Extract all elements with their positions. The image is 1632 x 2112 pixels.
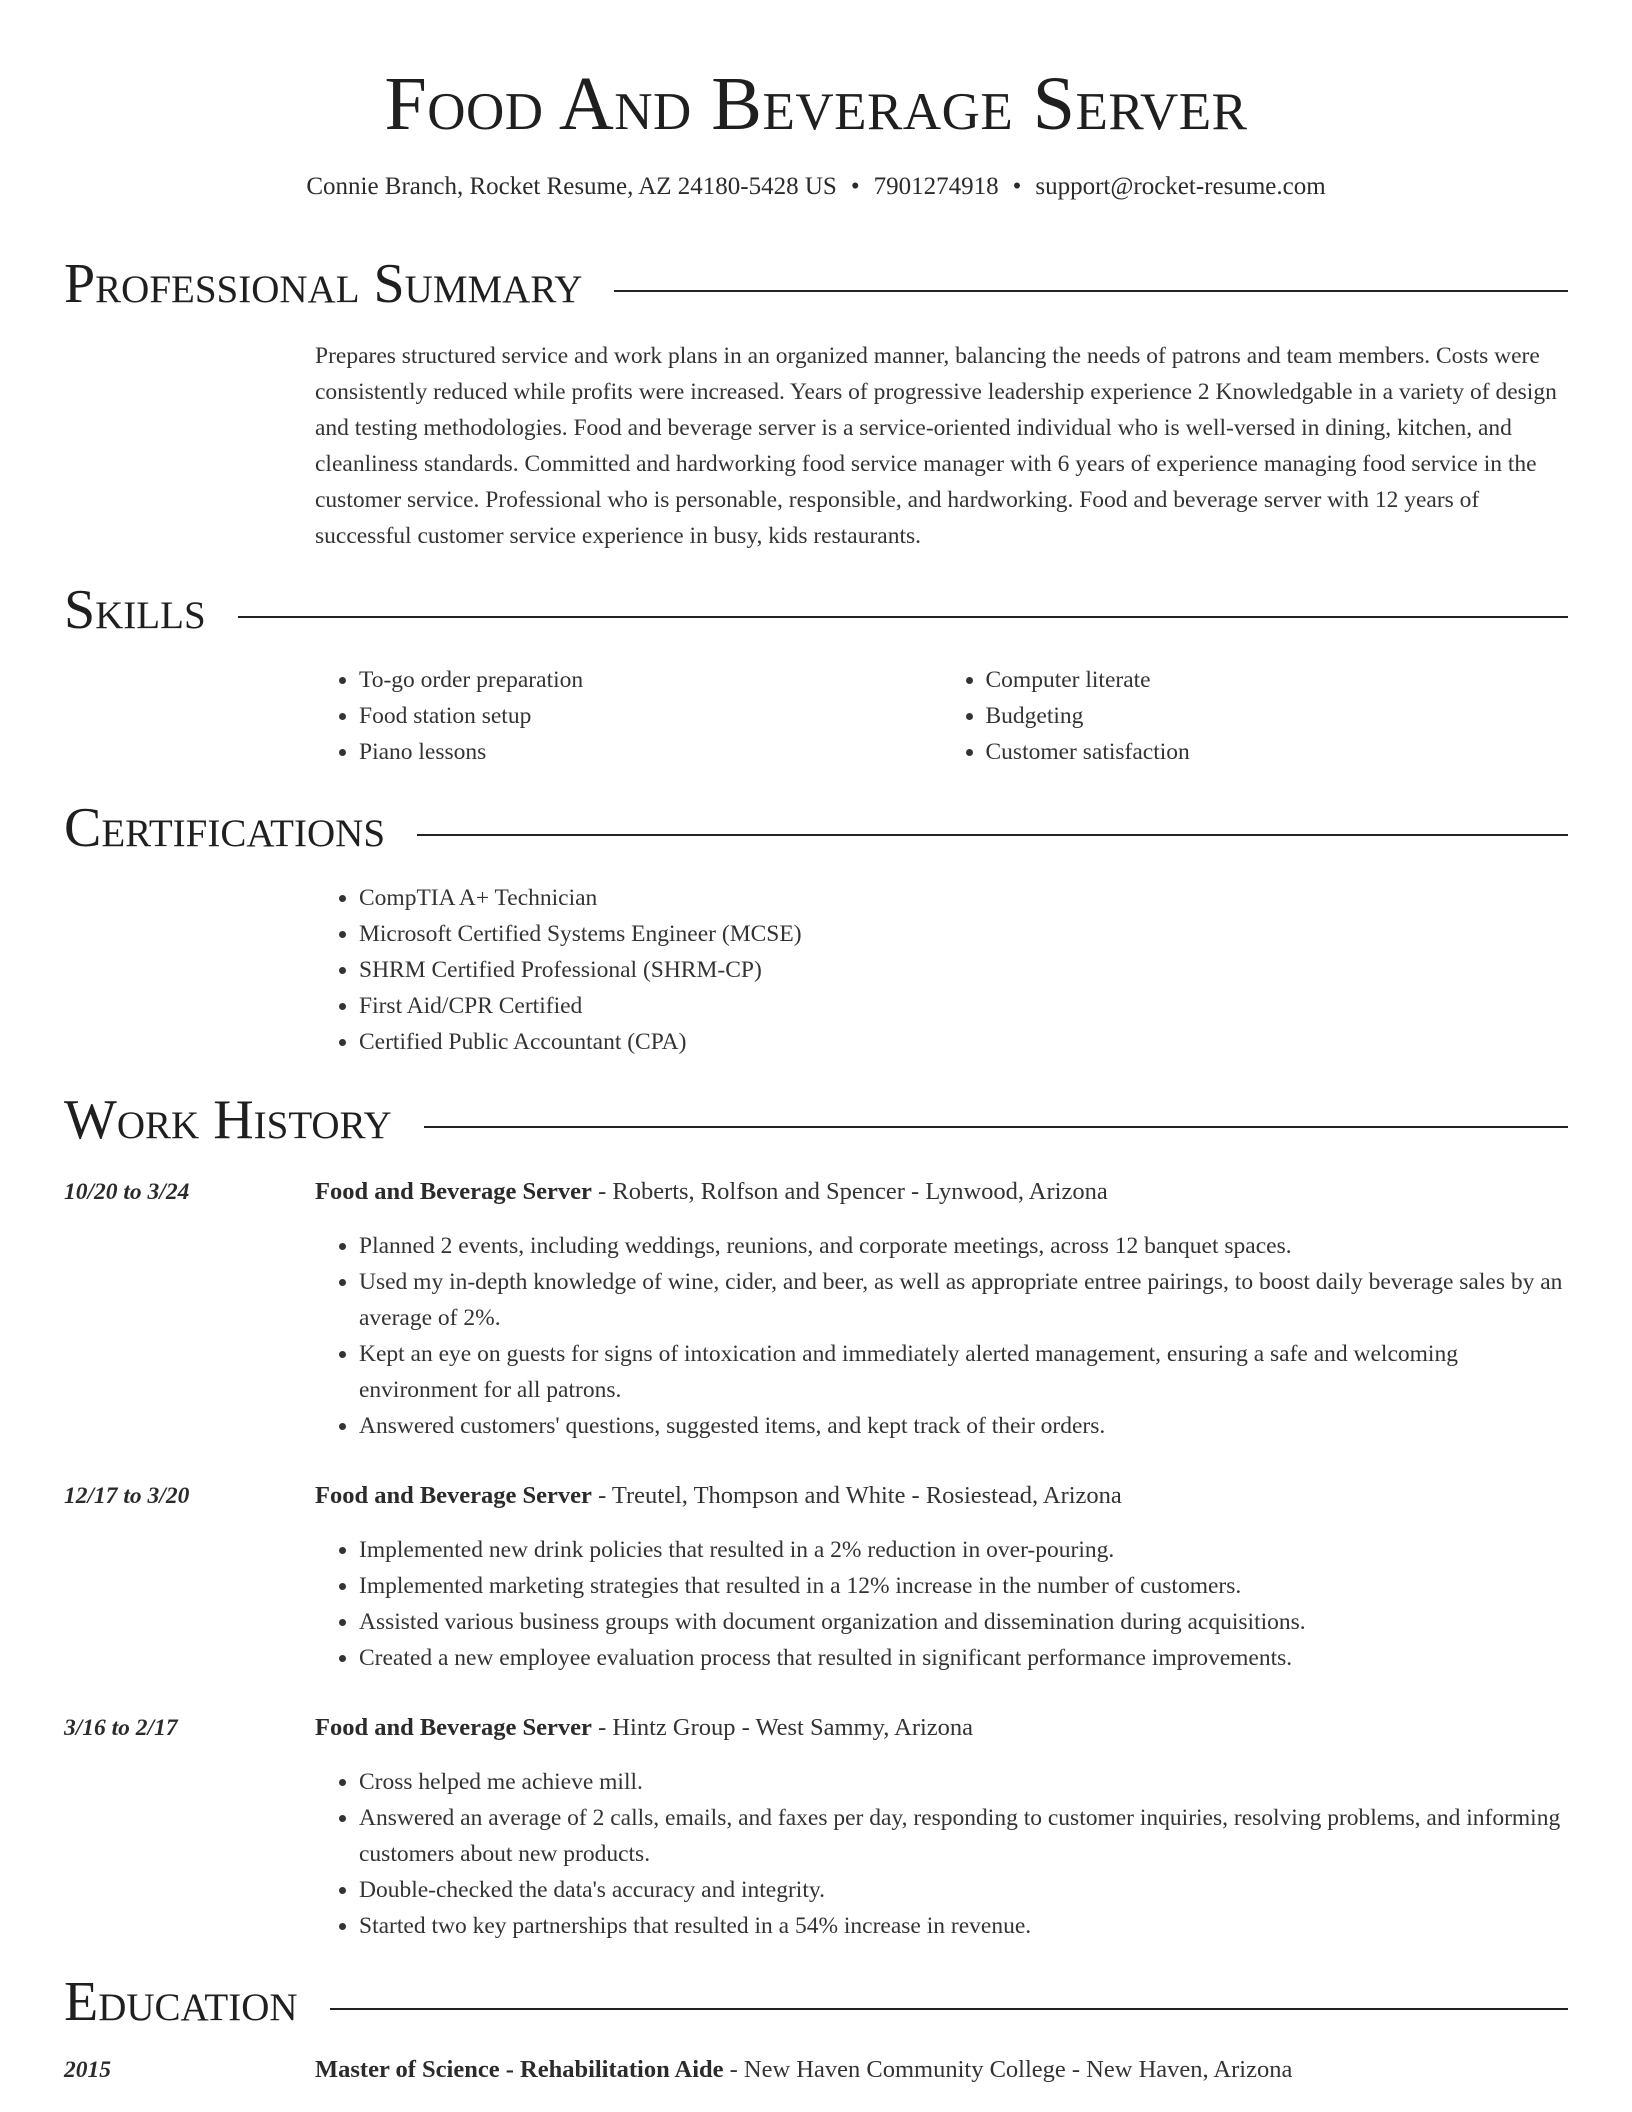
section-divider bbox=[64, 616, 1568, 618]
job-bullet: • Created a new employee evaluation process that resulted in significant performance improvements. bbox=[359, 1640, 1568, 1676]
job-bullet: • Assisted various business groups with document organization and dissemination during acquisitions. bbox=[359, 1604, 1568, 1640]
job-bullets bbox=[315, 1532, 1568, 1676]
skills-grid bbox=[315, 662, 1568, 770]
job-bullet: • Planned 2 events, including weddings, reunions, and corporate meetings, across 12 banquet spaces. bbox=[359, 1228, 1568, 1264]
education-year: 2015 bbox=[64, 2057, 111, 2083]
job-entry bbox=[64, 1174, 1568, 1444]
job-dates: 12/17 to 3/20 bbox=[64, 1483, 190, 1509]
certifications-heading: Certifications bbox=[64, 796, 417, 860]
education-section bbox=[64, 1970, 1568, 2088]
section-header bbox=[64, 1970, 1568, 2034]
skills-section bbox=[64, 578, 1568, 770]
job-bullet: • Answered an average of 2 calls, emails, and faxes per day, responding to customer inquiries, resolving problems, and informing customers about new products. bbox=[359, 1800, 1568, 1872]
job-employer: - Hintz Group - West Sammy, Arizona bbox=[591, 1714, 974, 1741]
job-entry bbox=[64, 1710, 1568, 1944]
contact-separator: • bbox=[850, 173, 860, 200]
section-header bbox=[64, 252, 1568, 316]
skill-item: • To-go order preparation bbox=[359, 662, 942, 698]
education-degree: Master of Science - Rehabilitation Aide bbox=[315, 2056, 724, 2083]
certifications-list bbox=[315, 880, 1568, 1060]
certification-item: • CompTIA A+ Technician bbox=[359, 880, 1568, 916]
education-heading: Education bbox=[64, 1970, 330, 2034]
job-header bbox=[315, 1174, 1568, 1210]
job-bullets bbox=[315, 1228, 1568, 1444]
job-employer: - Treutel, Thompson and White - Rosiestead, Arizona bbox=[591, 1482, 1122, 1509]
education-entry bbox=[64, 2052, 1568, 2088]
job-bullet: • Implemented new drink policies that resulted in a 2% reduction in over-pouring. bbox=[359, 1532, 1568, 1568]
work-history-heading: Work History bbox=[64, 1088, 424, 1152]
job-header bbox=[315, 1478, 1568, 1514]
section-header bbox=[64, 1088, 1568, 1152]
job-bullet: • Implemented marketing strategies that resulted in a 12% increase in the number of customers. bbox=[359, 1568, 1568, 1604]
resume-title: Food And Beverage Server bbox=[384, 62, 1248, 146]
contact-separator: • bbox=[1012, 173, 1022, 200]
job-bullet: • Started two key partnerships that resulted in a 54% increase in revenue. bbox=[359, 1908, 1568, 1944]
resume-page bbox=[64, 0, 1568, 2083]
job-title: Food and Beverage Server bbox=[315, 1482, 592, 1509]
education-header bbox=[315, 2052, 1568, 2088]
job-bullets bbox=[315, 1764, 1568, 1944]
skills-column-right bbox=[942, 662, 1569, 770]
job-bullet: • Cross helped me achieve mill. bbox=[359, 1764, 1568, 1800]
certification-item: • Microsoft Certified Systems Engineer (MCSE) bbox=[359, 916, 1568, 952]
summary-text: Prepares structured service and work plans in an organized manner, balancing the needs of patrons and team members. Costs were consistently reduced while profits were increased. Years of progressive leadership experience 2 Knowledgable in a variety of design and testing methodologies. Food and beverage server is a service-oriented individual who is well-versed in dining, kitchen, and cleanliness standards. Committed and hardworking food service manager with 6 years of experience managing food service in the customer service. Professional who is personable, responsible, and hardworking. Food and beverage server with 12 years of successful customer service experience in busy, kids restaurants. bbox=[315, 343, 1557, 549]
skill-item: • Budgeting bbox=[986, 698, 1569, 734]
job-bullet: • Used my in-depth knowledge of wine, cider, and beer, as well as appropriate entree pairings, to boost daily beverage sales by an average of 2%. bbox=[359, 1264, 1568, 1336]
summary-section bbox=[64, 252, 1568, 554]
skill-item: • Piano lessons bbox=[359, 734, 942, 770]
skill-item: • Customer satisfaction bbox=[986, 734, 1569, 770]
summary-heading: Professional Summary bbox=[64, 252, 614, 316]
education-school: - New Haven Community College - New Haven, Arizona bbox=[723, 2056, 1293, 2083]
skill-item: • Food station setup bbox=[359, 698, 942, 734]
contact-email: support@rocket-resume.com bbox=[1035, 173, 1326, 200]
contact-phone: 7901274918 bbox=[873, 173, 999, 200]
job-dates: 3/16 to 2/17 bbox=[64, 1715, 178, 1741]
contact-address: Connie Branch, Rocket Resume, AZ 24180-5428 US bbox=[306, 173, 837, 200]
job-title: Food and Beverage Server bbox=[315, 1178, 592, 1205]
job-entry bbox=[64, 1478, 1568, 1676]
job-title: Food and Beverage Server bbox=[315, 1714, 592, 1741]
job-bullet: • Answered customers' questions, suggested items, and kept track of their orders. bbox=[359, 1408, 1568, 1444]
job-header bbox=[315, 1710, 1568, 1746]
skill-item: • Computer literate bbox=[986, 662, 1569, 698]
section-header bbox=[64, 796, 1568, 860]
job-dates: 10/20 to 3/24 bbox=[64, 1179, 190, 1205]
certification-item: • First Aid/CPR Certified bbox=[359, 988, 1568, 1024]
contact-line bbox=[64, 170, 1568, 204]
certification-item: • Certified Public Accountant (CPA) bbox=[359, 1024, 1568, 1060]
job-employer: - Roberts, Rolfson and Spencer - Lynwood, Arizona bbox=[591, 1178, 1108, 1205]
section-header bbox=[64, 578, 1568, 642]
skills-column-left bbox=[315, 662, 942, 770]
job-bullet: • Double-checked the data's accuracy and integrity. bbox=[359, 1872, 1568, 1908]
job-bullet: • Kept an eye on guests for signs of intoxication and immediately alerted management, ensuring a safe and welcoming environment for all patrons. bbox=[359, 1336, 1568, 1408]
work-history-section bbox=[64, 1088, 1568, 1944]
skills-heading: Skills bbox=[64, 578, 238, 642]
certification-item: • SHRM Certified Professional (SHRM-CP) bbox=[359, 952, 1568, 988]
certifications-section bbox=[64, 796, 1568, 1060]
